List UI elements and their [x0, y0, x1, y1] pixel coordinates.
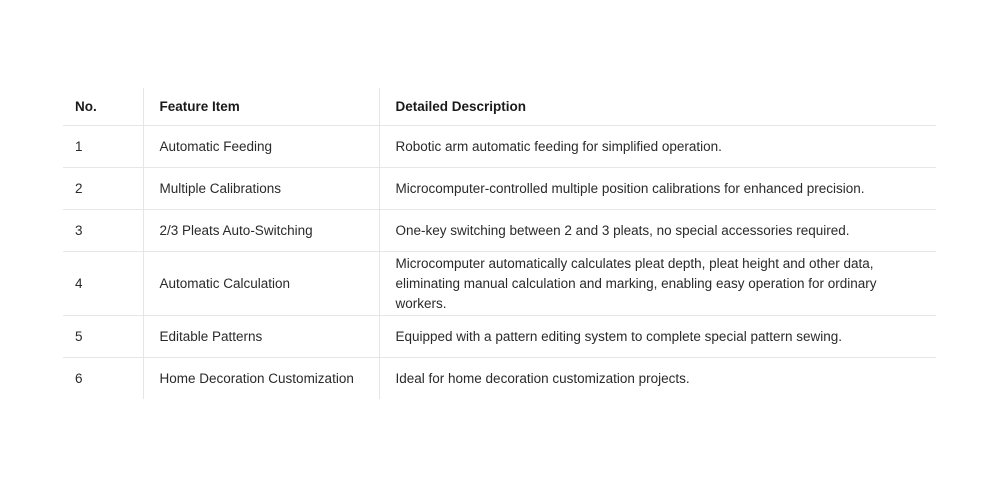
- table-row: [63, 358, 936, 400]
- row-description: Microcomputer automatically calculates pleat depth, pleat height and other data, eliminating manual calculation and marking, enabling easy operation for ordinary workers.: [379, 252, 936, 316]
- row-description: One-key switching between 2 and 3 pleats, no special accessories required.: [379, 210, 936, 252]
- header-no: No.: [63, 88, 143, 126]
- table-row: [63, 168, 936, 210]
- header-feature-item: Feature Item: [143, 88, 379, 126]
- table-row: [63, 210, 936, 252]
- table-row: [63, 252, 936, 316]
- row-number: 3: [63, 210, 143, 252]
- feature-table-container: [63, 88, 936, 399]
- row-number: 6: [75, 370, 83, 386]
- row-feature: Home Decoration Customization: [143, 358, 379, 400]
- table-row: [63, 316, 936, 358]
- row-feature: Multiple Calibrations: [143, 168, 379, 210]
- row-feature: 2/3 Pleats Auto-Switching: [143, 210, 379, 252]
- row-feature: Automatic Feeding: [143, 126, 379, 168]
- row-description: Microcomputer-controlled multiple position calibrations for enhanced precision.: [379, 168, 936, 210]
- row-description: Equipped with a pattern editing system to complete special pattern sewing.: [379, 316, 936, 358]
- row-description: Robotic arm automatic feeding for simplified operation.: [379, 126, 936, 168]
- row-feature: Editable Patterns: [143, 316, 379, 358]
- header-detailed-description: Detailed Description: [379, 88, 936, 126]
- feature-table: [63, 88, 936, 399]
- row-description: Ideal for home decoration customization projects.: [379, 358, 936, 400]
- row-number: 2: [63, 168, 143, 210]
- row-number: 1: [63, 126, 143, 168]
- row-number: 4: [63, 252, 143, 316]
- table-header-row: [63, 88, 936, 126]
- row-number: 5: [63, 316, 143, 358]
- table-row: [63, 126, 936, 168]
- row-feature: Automatic Calculation: [143, 252, 379, 316]
